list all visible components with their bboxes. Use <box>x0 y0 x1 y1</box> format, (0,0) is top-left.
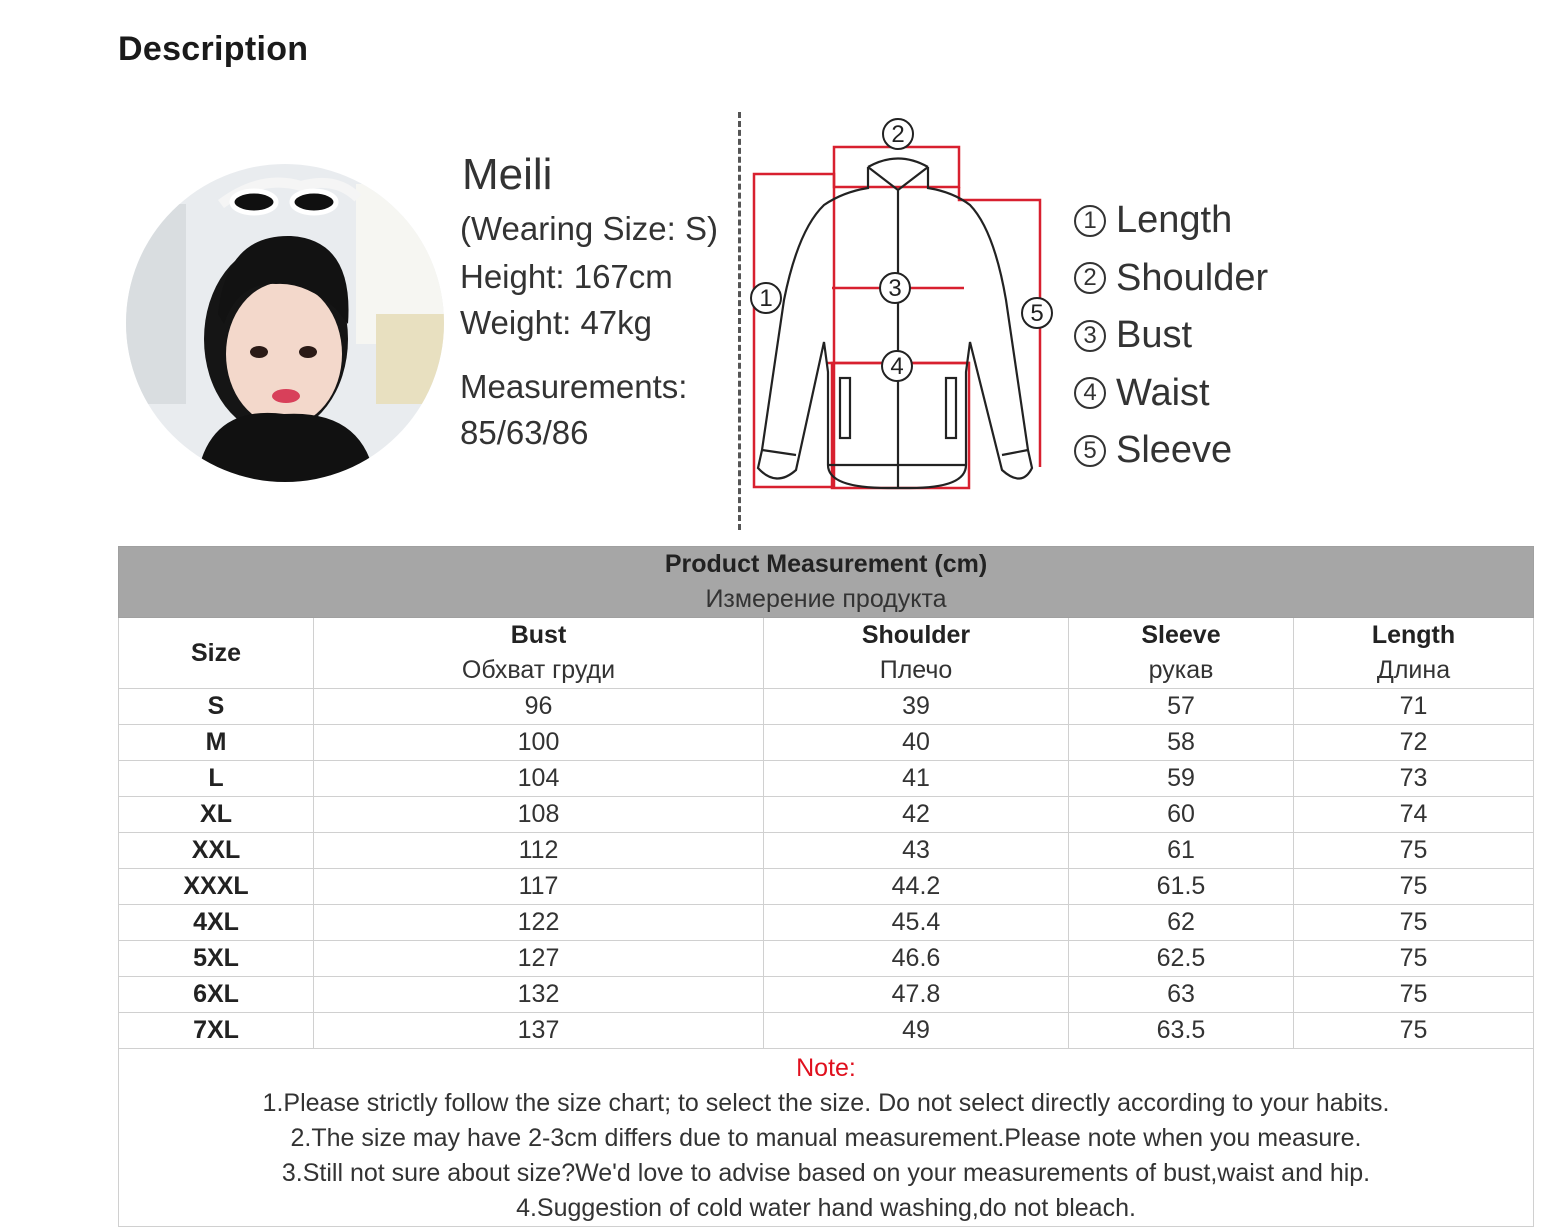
column-header-length <box>1294 618 1534 689</box>
model-avatar <box>126 164 444 482</box>
cell-bust: 96 <box>314 689 764 725</box>
model-measurements-value: 85/63/86 <box>460 414 589 451</box>
model-wearing-size: (Wearing Size: S) <box>460 210 718 247</box>
cell-sleeve: 59 <box>1069 761 1294 797</box>
legend-item-shoulder <box>1074 250 1268 308</box>
cell-size: XXXL <box>119 869 314 905</box>
cell-size: XXL <box>119 833 314 869</box>
table-caption <box>119 547 1534 618</box>
cell-shoulder: 43 <box>764 833 1069 869</box>
size-guide-banner <box>118 100 1532 545</box>
note-row <box>119 1049 1534 1227</box>
cell-size: S <box>119 689 314 725</box>
note-line-1: 1.Please strictly follow the size chart; to select the size. Do not select directly according to your habits. <box>262 1089 1390 1117</box>
table-caption-ru: Измерение продукта <box>705 585 947 613</box>
cell-bust: 108 <box>314 797 764 833</box>
legend-label: Bust <box>1116 314 1193 357</box>
legend-number: 2 <box>1074 262 1106 294</box>
jacket-diagram <box>748 110 1058 520</box>
column-header-size <box>119 618 314 689</box>
cell-shoulder: 42 <box>764 797 1069 833</box>
note-title: Note: <box>796 1054 856 1082</box>
cell-length: 75 <box>1294 905 1534 941</box>
note-line-2: 2.The size may have 2-3cm differs due to manual measurement.Please note when you measure. <box>290 1124 1362 1152</box>
model-name: Meili <box>462 150 553 199</box>
model-height: Height: 167cm <box>460 258 673 295</box>
cell-size: 7XL <box>119 1013 314 1049</box>
cell-size: 4XL <box>119 905 314 941</box>
legend-number: 3 <box>1074 320 1106 352</box>
cell-shoulder: 46.6 <box>764 941 1069 977</box>
cell-length: 75 <box>1294 977 1534 1013</box>
cell-bust: 137 <box>314 1013 764 1049</box>
table-row <box>119 941 1534 977</box>
cell-sleeve: 58 <box>1069 725 1294 761</box>
column-header-en: Bust <box>510 621 567 649</box>
cell-sleeve: 61 <box>1069 833 1294 869</box>
legend-number: 4 <box>1074 377 1106 409</box>
cell-length: 75 <box>1294 1013 1534 1049</box>
cell-bust: 132 <box>314 977 764 1013</box>
column-header-ru: Плечо <box>879 656 953 684</box>
cell-bust: 104 <box>314 761 764 797</box>
legend-label: Shoulder <box>1116 256 1269 299</box>
legend-label: Sleeve <box>1116 429 1233 472</box>
cell-shoulder: 49 <box>764 1013 1069 1049</box>
cell-length: 75 <box>1294 833 1534 869</box>
cell-sleeve: 57 <box>1069 689 1294 725</box>
page-title: Description <box>118 30 309 68</box>
table-row <box>119 689 1534 725</box>
cell-size: L <box>119 761 314 797</box>
model-info <box>458 150 748 460</box>
table-row <box>119 797 1534 833</box>
legend-item-waist <box>1074 365 1268 423</box>
table-caption-row <box>119 547 1534 618</box>
note-cell <box>119 1049 1534 1227</box>
cell-shoulder: 39 <box>764 689 1069 725</box>
callout-3: 3 <box>888 275 902 302</box>
cell-size: 6XL <box>119 977 314 1013</box>
column-header-ru: Длина <box>1376 656 1451 684</box>
legend-number: 1 <box>1074 205 1106 237</box>
cell-sleeve: 63.5 <box>1069 1013 1294 1049</box>
cell-length: 75 <box>1294 941 1534 977</box>
cell-length: 74 <box>1294 797 1534 833</box>
measurement-legend <box>1074 192 1268 480</box>
table-row <box>119 905 1534 941</box>
cell-length: 72 <box>1294 725 1534 761</box>
table-header-row <box>119 618 1534 689</box>
column-header-ru: Обхват груди <box>461 656 616 684</box>
cell-length: 75 <box>1294 869 1534 905</box>
cell-shoulder: 45.4 <box>764 905 1069 941</box>
note-line-3: 3.Still not sure about size?We'd love to advise based on your measurements of bust,waist and hip. <box>281 1159 1371 1187</box>
cell-bust: 122 <box>314 905 764 941</box>
note-line-4: 4.Suggestion of cold water hand washing,do not bleach. <box>516 1194 1136 1222</box>
column-header-sleeve <box>1069 618 1294 689</box>
cell-bust: 117 <box>314 869 764 905</box>
column-header-en: Size <box>190 638 242 667</box>
cell-shoulder: 47.8 <box>764 977 1069 1013</box>
cell-sleeve: 61.5 <box>1069 869 1294 905</box>
column-header-en: Length <box>1371 621 1456 649</box>
cell-length: 73 <box>1294 761 1534 797</box>
column-header-en: Sleeve <box>1141 621 1221 649</box>
cell-sleeve: 62.5 <box>1069 941 1294 977</box>
cell-shoulder: 41 <box>764 761 1069 797</box>
legend-number: 5 <box>1074 435 1106 467</box>
cell-size: 5XL <box>119 941 314 977</box>
size-chart-table <box>118 546 1534 1227</box>
table-row <box>119 725 1534 761</box>
cell-shoulder: 44.2 <box>764 869 1069 905</box>
callout-5: 5 <box>1030 300 1044 327</box>
table-row <box>119 833 1534 869</box>
table-row <box>119 869 1534 905</box>
column-header-ru: рукав <box>1148 656 1214 684</box>
legend-item-sleeve <box>1074 422 1268 480</box>
banner-divider <box>738 112 741 530</box>
cell-bust: 100 <box>314 725 764 761</box>
table-row <box>119 977 1534 1013</box>
cell-size: M <box>119 725 314 761</box>
model-measurements-label: Measurements: <box>460 368 688 405</box>
cell-shoulder: 40 <box>764 725 1069 761</box>
cell-length: 71 <box>1294 689 1534 725</box>
callout-1: 1 <box>759 285 773 312</box>
model-weight: Weight: 47kg <box>460 304 653 341</box>
cell-sleeve: 63 <box>1069 977 1294 1013</box>
table-caption-en: Product Measurement (cm) <box>664 550 988 578</box>
cell-bust: 127 <box>314 941 764 977</box>
cell-size: XL <box>119 797 314 833</box>
table-row <box>119 761 1534 797</box>
cell-sleeve: 62 <box>1069 905 1294 941</box>
legend-item-bust <box>1074 307 1268 365</box>
legend-item-length <box>1074 192 1268 250</box>
column-header-shoulder <box>764 618 1069 689</box>
table-row <box>119 1013 1534 1049</box>
cell-sleeve: 60 <box>1069 797 1294 833</box>
callout-2: 2 <box>891 121 905 148</box>
legend-label: Length <box>1116 199 1233 242</box>
column-header-en: Shoulder <box>861 621 971 649</box>
legend-label: Waist <box>1116 371 1210 414</box>
callout-4: 4 <box>890 353 904 380</box>
cell-bust: 112 <box>314 833 764 869</box>
jacket-outline <box>758 159 1032 489</box>
column-header-bust <box>314 618 764 689</box>
